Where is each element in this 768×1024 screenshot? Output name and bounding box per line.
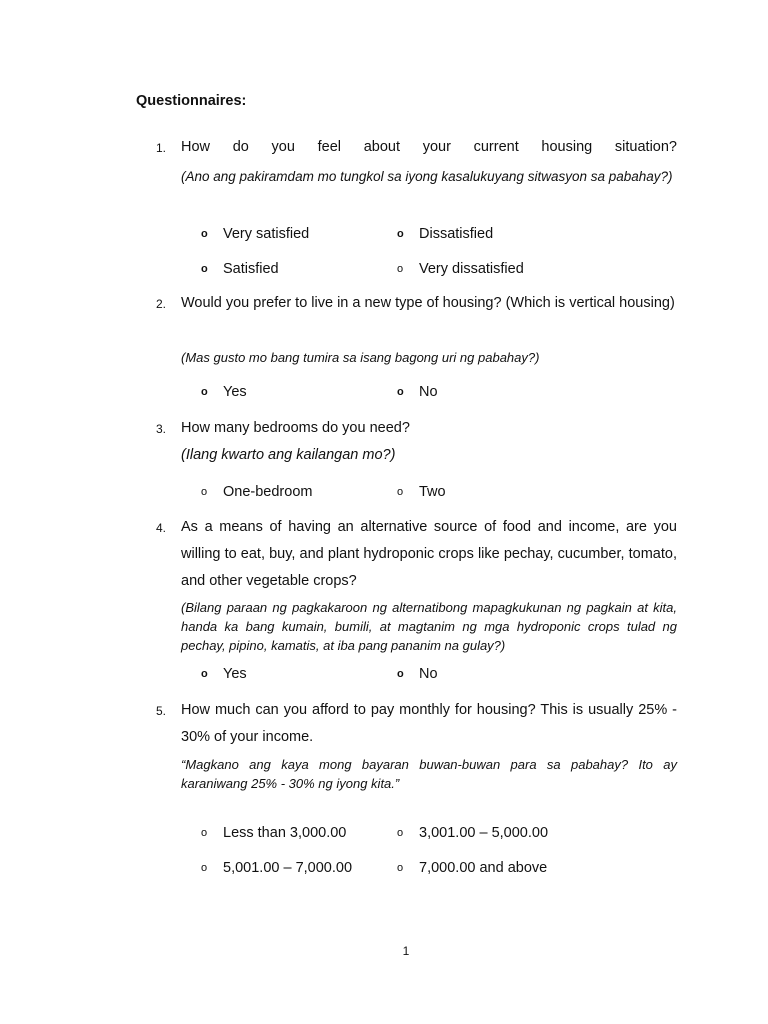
option-two[interactable] [397, 482, 446, 502]
bullet-icon: o [397, 486, 404, 499]
bullet-icon: o [397, 827, 404, 840]
option-dissatisfied[interactable] [397, 224, 493, 244]
bullet-icon: o [201, 228, 208, 241]
question-number: 3. [156, 422, 167, 436]
option-label: Yes [223, 666, 247, 683]
option-label: Satisfied [223, 261, 279, 278]
question-translation: “Magkano ang kaya mong bayaran buwan-buwan para sa pabahay? Ito ay karaniwang 25% - 30% ng iyong kita.” [181, 757, 677, 791]
option-satisfied[interactable] [201, 259, 279, 279]
option-label: Two [419, 484, 446, 501]
option-3001-5000[interactable] [397, 823, 548, 843]
bullet-icon: o [397, 668, 404, 681]
question-translation: (Mas gusto mo bang tumira sa isang bagong uri ng pabahay?) [181, 350, 540, 365]
page-number: 1 [402, 944, 410, 958]
bullet-icon: o [397, 386, 404, 399]
option-very-satisfied[interactable] [201, 224, 309, 244]
question-translation: (Ano ang pakiramdam mo tungkol sa iyong kasalukuyang sitwasyon sa pabahay?) [181, 169, 673, 184]
bullet-icon: o [201, 386, 208, 399]
option-label: No [419, 666, 438, 683]
option-label: Less than 3,000.00 [223, 825, 347, 842]
question-text: Would you prefer to live in a new type of housing? (Which is vertical housing) [181, 295, 675, 311]
option-label: One-bedroom [223, 484, 313, 501]
option-one-bedroom[interactable] [201, 482, 312, 502]
question-text: How much can you afford to pay monthly for housing? This is usually 25% - 30% of your income. [181, 702, 677, 745]
question-text: As a means of having an alternative source of food and income, are you willing to eat, buy, and plant hydroponic crops like pechay, cucumber, tomato, and other vegetable crops? [181, 519, 677, 589]
option-label: No [419, 384, 438, 401]
option-label: Very dissatisfied [419, 261, 524, 278]
bullet-icon: o [201, 263, 208, 276]
option-label: 3,001.00 – 5,000.00 [419, 825, 549, 842]
bullet-icon: o [201, 862, 208, 875]
option-less-than-3000[interactable] [201, 823, 346, 843]
option-label: Dissatisfied [419, 226, 494, 243]
option-label: 7,000.00 and above [419, 860, 548, 877]
option-label: 5,001.00 – 7,000.00 [223, 860, 353, 877]
page-title: Questionnaires: [136, 93, 247, 109]
option-label: Very satisfied [223, 226, 310, 243]
question-translation: (Ilang kwarto ang kailangan mo?) [181, 447, 396, 463]
option-no[interactable] [397, 664, 438, 684]
option-7000-and-above[interactable] [397, 858, 547, 878]
question-text: How do you feel about your current housing situation? [181, 139, 677, 155]
question-text: How many bedrooms do you need? [181, 420, 410, 436]
option-label: Yes [223, 384, 247, 401]
question-number: 4. [156, 521, 167, 535]
bullet-icon: o [201, 827, 208, 840]
bullet-icon: o [201, 668, 208, 681]
bullet-icon: o [397, 862, 404, 875]
option-5001-7000[interactable] [201, 858, 352, 878]
question-number: 2. [156, 297, 167, 311]
option-yes[interactable] [201, 382, 247, 402]
bullet-icon: o [397, 263, 404, 276]
question-translation: (Bilang paraan ng pagkakaroon ng alternatibong mapagkukunan ng pagkain at kita, handa ka bang kumain, bumili, at magtanim ng mga hydroponic crops tulad ng pechay, pipino, kamatis, at iba pang pananim na gulay?) [181, 600, 677, 653]
option-very-dissatisfied[interactable] [397, 259, 524, 279]
question-number: 5. [156, 704, 167, 718]
option-no[interactable] [397, 382, 438, 402]
bullet-icon: o [201, 486, 208, 499]
option-yes[interactable] [201, 664, 247, 684]
bullet-icon: o [397, 228, 404, 241]
question-number: 1. [156, 141, 167, 155]
